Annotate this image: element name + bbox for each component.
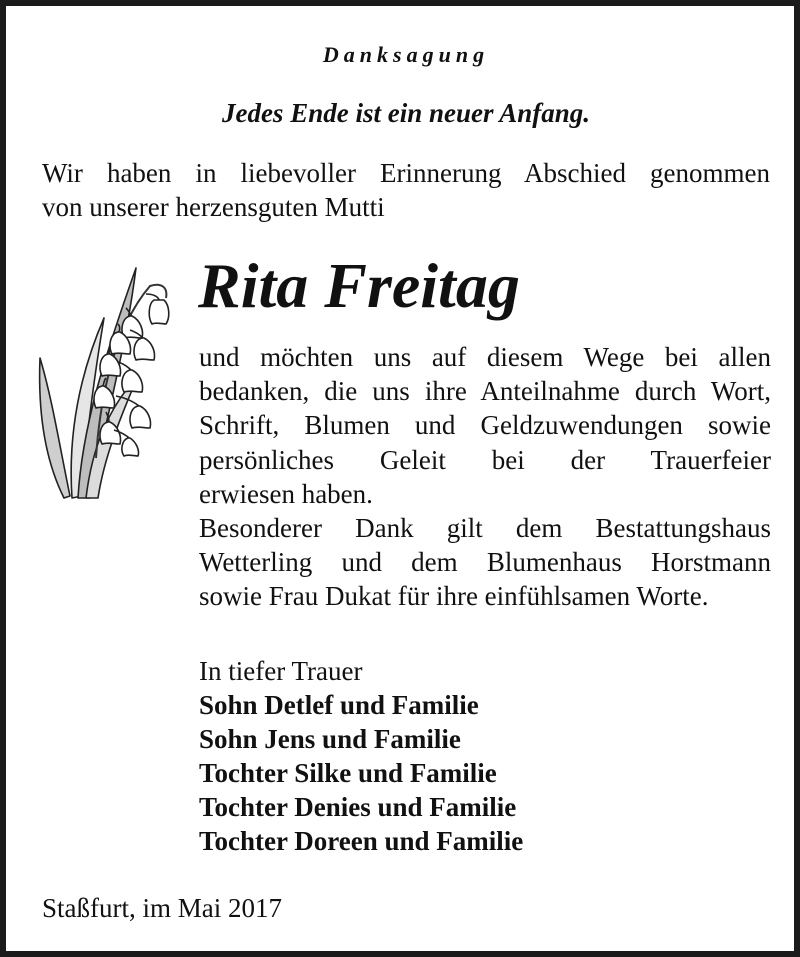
family-member: Sohn Detlef und Familie <box>199 690 479 720</box>
family-member: Tochter Denies und Familie <box>199 792 517 822</box>
mourning-intro: In tiefer Trauer <box>199 656 363 686</box>
family-member: Sohn Jens und Familie <box>199 724 461 754</box>
family-member: Tochter Doreen und Familie <box>199 826 524 856</box>
body-paragraph-text: Besonderer Dank gilt dem Bestattungshaus Wetterling und dem Blumenhaus Horstmann <box>199 513 771 578</box>
body-text <box>199 340 771 614</box>
body-paragraph-text: und möchten uns auf diesem Wege bei allen bedanken, die uns ihre Anteilnahme durch Wort, Schrift, Blumen und Geldzuwendungen sowie persönliches Geleit bei der Trauerfeier <box>199 342 771 475</box>
body-paragraph-end: sowie Frau Dukat für ihre einfühlsamen Worte. <box>199 581 709 612</box>
notice-motto: Jedes Ende ist ein neuer Anfang. <box>221 98 591 128</box>
body-paragraph-end: erwiesen haben. <box>199 478 373 509</box>
body-paragraph <box>199 511 771 614</box>
intro-text <box>42 156 770 224</box>
notice-heading: Danksagung <box>322 42 490 67</box>
intro-line: von unserer herzensguten Mutti <box>42 192 385 222</box>
deceased-name: Rita Freitag <box>198 250 520 321</box>
intro-line: Wir haben in liebevoller Erinnerung Abschied genommen <box>42 158 770 188</box>
body-paragraph <box>199 340 771 511</box>
family-member: Tochter Silke und Familie <box>199 758 497 788</box>
lily-of-the-valley-icon <box>34 258 184 508</box>
place-date: Staßfurt, im Mai 2017 <box>42 893 282 923</box>
signoff <box>199 654 759 858</box>
